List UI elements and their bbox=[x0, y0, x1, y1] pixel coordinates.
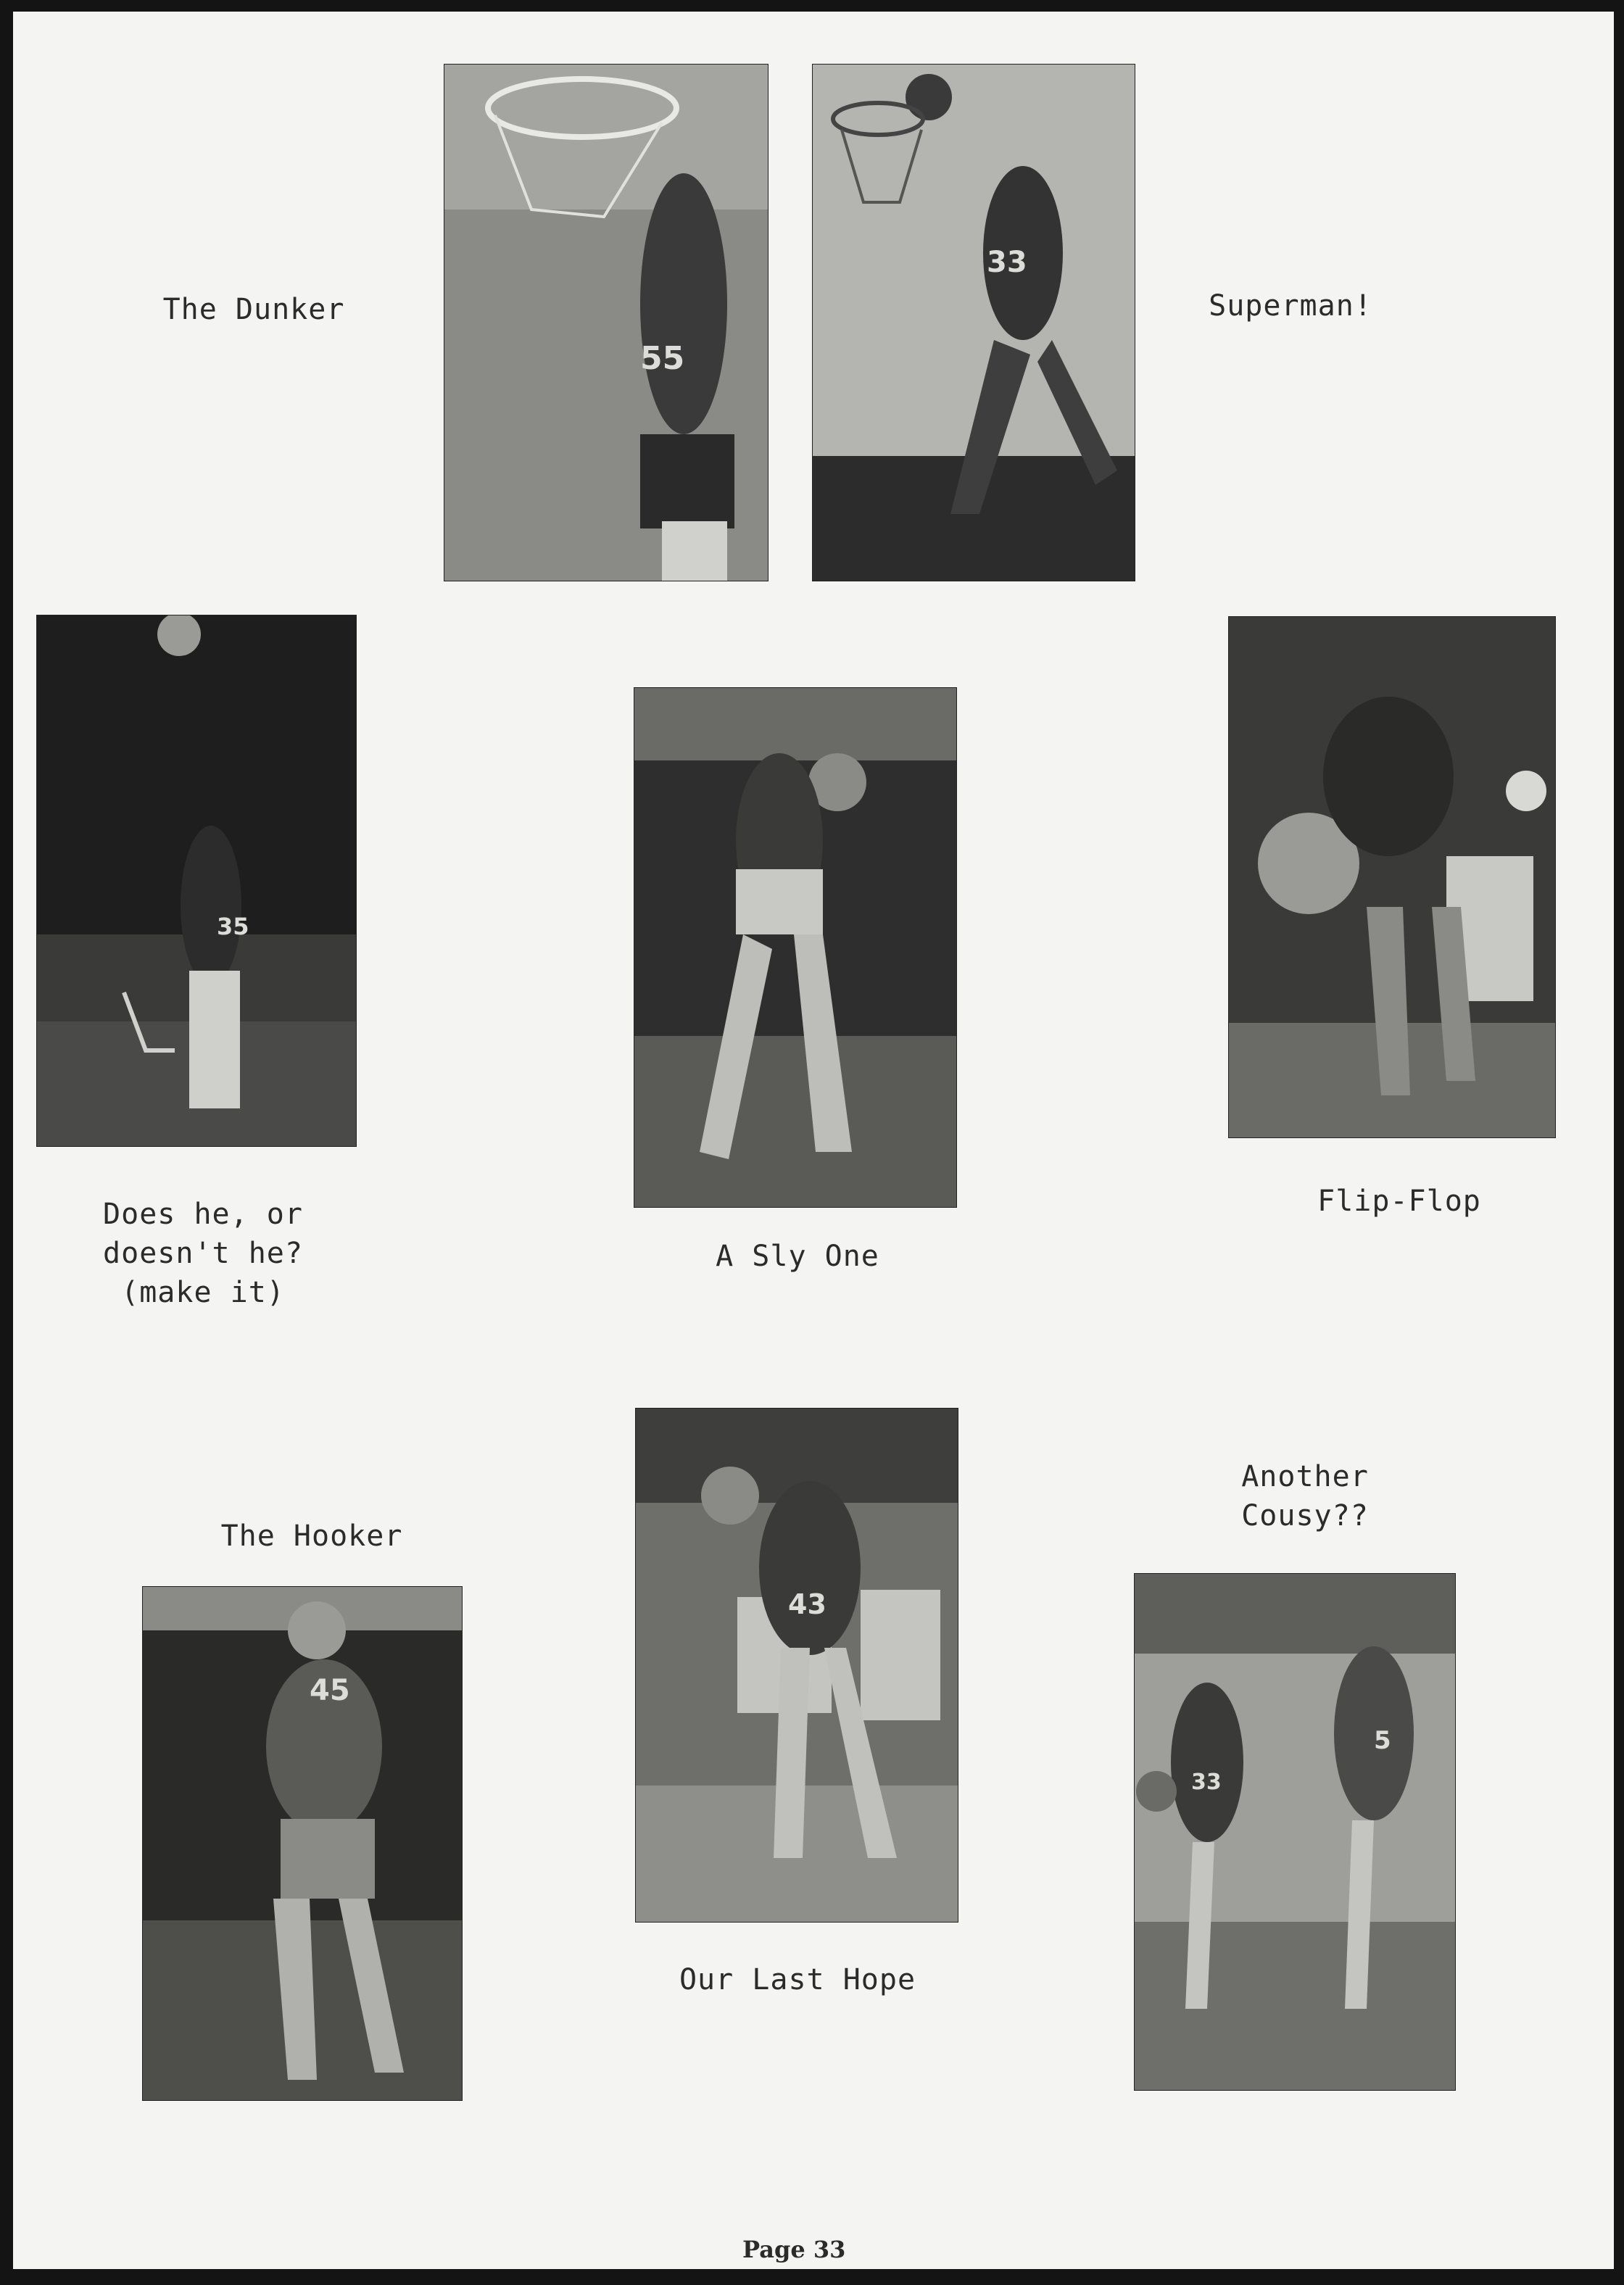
caption-another-line-2: Cousy?? bbox=[1241, 1499, 1369, 1533]
caption-flip-flop: Flip-Flop bbox=[1317, 1185, 1481, 1218]
photo-superman bbox=[812, 64, 1135, 581]
jersey-number: 5 bbox=[1374, 1726, 1391, 1755]
photo-does-he bbox=[36, 615, 357, 1147]
jersey-number: 33 bbox=[987, 246, 1027, 279]
caption-another-line-1: Another bbox=[1241, 1460, 1369, 1493]
caption-the-dunker: The Dunker bbox=[162, 293, 345, 326]
caption-the-hooker: The Hooker bbox=[220, 1519, 403, 1553]
photo-the-hooker bbox=[142, 1586, 463, 2101]
jersey-number: 33 bbox=[1191, 1770, 1222, 1795]
caption-superman: Superman! bbox=[1209, 289, 1372, 323]
page-number: Page 33 bbox=[742, 2236, 846, 2263]
photo-another-cousy bbox=[1134, 1573, 1456, 2091]
caption-does-he-line-3: (make it) bbox=[121, 1276, 285, 1309]
caption-does-he-line-2: doesn't he? bbox=[103, 1237, 303, 1270]
caption-sly-one: A Sly One bbox=[716, 1240, 879, 1273]
photo-the-dunker bbox=[444, 64, 768, 581]
jersey-number: 35 bbox=[217, 913, 249, 940]
photo-last-hope bbox=[635, 1408, 958, 1923]
caption-last-hope: Our Last Hope bbox=[679, 1963, 916, 1996]
photo-sly-one bbox=[634, 687, 957, 1208]
caption-does-he-line-1: Does he, or bbox=[103, 1198, 303, 1231]
photo-flip-flop bbox=[1228, 616, 1556, 1138]
jersey-number: 55 bbox=[640, 340, 685, 377]
jersey-number: 43 bbox=[788, 1588, 826, 1620]
jersey-number: 45 bbox=[310, 1674, 350, 1707]
